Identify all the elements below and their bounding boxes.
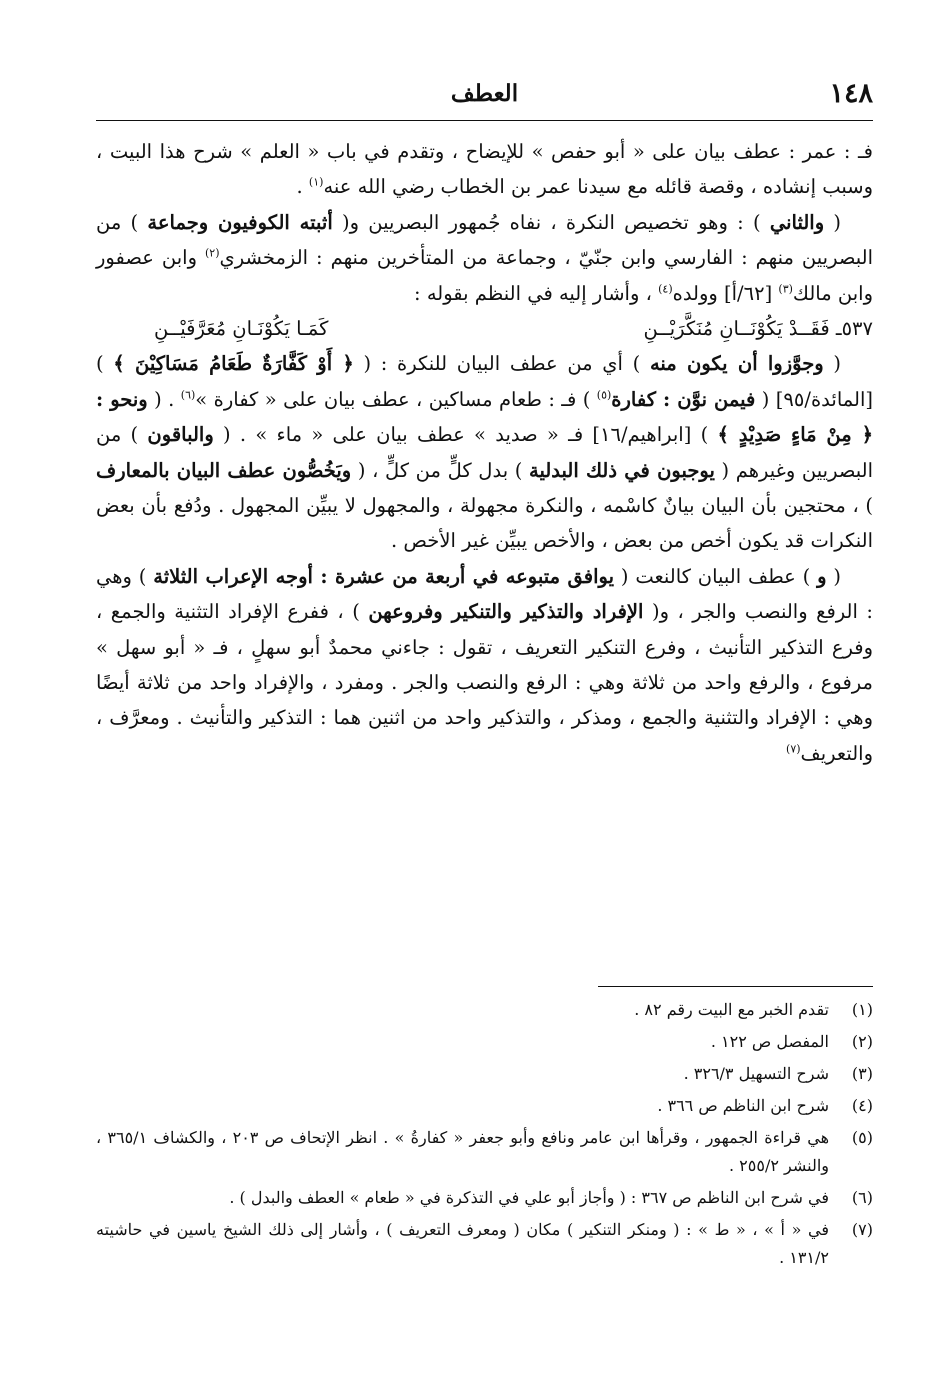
text-run: وابن عصفور وابن مالك bbox=[96, 246, 873, 305]
quran-quote: ﴿ أَوْ كَفَّارَةٌ طَعَامُ مَسَاكِيْنَ ﴾ bbox=[113, 352, 354, 376]
footnote-number: (٦) bbox=[851, 1188, 873, 1207]
bold-term: فيمن نوَّن : كفارة bbox=[611, 387, 756, 411]
footnote-text: هي قراءة الجمهور ، وقرأها ابن عامر ونافع وأبو جعفر « كفارةُ » . انظر الإتحاف ص ٢٠٣ ، والكشاف ٣٦٥/١ ، والنشر ٢٥٥/٢ . bbox=[96, 1128, 830, 1175]
footnote-number: (٥) bbox=[851, 1128, 873, 1147]
footnote-text: في « أ » ، « ط » : ( ومنكر التنكير ) مكان ( ومعرف التعريف ) ، وأشار إلى ذلك الشيخ ياسين في حاشيته ١٣١/٢ . bbox=[96, 1220, 829, 1267]
footnote-text: في شرح ابن الناظم ص ٣٦٧ : ( وأجاز أبو علي في التذكرة في « طعام » العطف والبدل ) . bbox=[229, 1188, 829, 1207]
footnote-ref: (٣) bbox=[778, 282, 793, 296]
footnote bbox=[96, 1028, 873, 1056]
footnote-text: المفصل ص ١٢٢ . bbox=[710, 1032, 829, 1051]
footnote-number: (٤) bbox=[851, 1096, 873, 1115]
bold-term: والثاني bbox=[769, 210, 825, 234]
text-run: ) ، ففرع الإفراد التثنية والجمع ، وفرع التذكير التأنيث ، وفرع التنكير التعريف ، تقول : جاءني محمدٌ أبو سهلٍ ، فـ « أبو سهل » مرفوع ، والرفع واحد من ثلاثة وهي : الرفع والنصب والجر . ومفرد ، والإفراد واحد من ثلاثة أيضًا وهي : الإفراد والتثنية والجمع ، ومذكر ، والتذكير واحد من اثنين هما : التذكير والتأنيث . ومعرَّف ، والتعريف bbox=[96, 600, 873, 765]
bold-term: يوافق متبوعه في أربعة من عشرة : أوجه الإعراب الثلاثة bbox=[153, 564, 615, 588]
footnotes bbox=[96, 996, 873, 1276]
footnote-rule bbox=[598, 986, 873, 987]
footnote-text: شرح ابن الناظم ص ٣٦٦ . bbox=[657, 1096, 829, 1115]
text-run: . ( bbox=[147, 387, 181, 411]
verse-first-half bbox=[643, 311, 873, 346]
bold-term: أثبته الكوفيون وجماعة bbox=[147, 210, 333, 234]
footnote-ref: (٥) bbox=[596, 388, 612, 402]
text-run: ) عطف البيان كالنعت ( bbox=[614, 564, 818, 588]
footnote-ref: (٤) bbox=[658, 282, 673, 296]
text-run: ) من البصريين منهم : الفارسي وابن جنّيّ ، وجماعة من المتأخرين منهم : الزمخشري bbox=[96, 210, 873, 270]
footnote-number: (٢) bbox=[851, 1032, 873, 1051]
text-run: ) فـ : طعام مساكين ، عطف بيان على « كفارة » bbox=[195, 387, 597, 411]
footnote bbox=[96, 996, 873, 1024]
footnote bbox=[96, 1124, 873, 1180]
footnote-ref: (٧) bbox=[786, 742, 801, 756]
footnote-text: شرح التسهيل ٣٢٦/٣ . bbox=[683, 1064, 829, 1083]
header-rule bbox=[96, 120, 873, 121]
text-run: ) : وهو تخصيص النكرة ، نفاه جُمهور البصريين و( bbox=[332, 210, 770, 234]
footnote-number: (٧) bbox=[851, 1220, 873, 1239]
text-run: ( bbox=[824, 210, 841, 234]
footnote-ref: (١) bbox=[308, 175, 324, 189]
text-run: ) بدل كلٍّ من كلٍّ ، ( bbox=[351, 458, 529, 482]
text-run: فـ : عمر : عطف بيان على « أبو حفص » للإيضاح ، وتقدم في باب « العلم » شرح هذا bbox=[159, 140, 873, 163]
footnote-ref: (٦) bbox=[180, 388, 196, 402]
text-run: البيت ، وسبب إنشاده ، وقصة قائله مع سيدنا عمر بن الخطاب رضي الله عنه bbox=[96, 140, 873, 199]
paragraph-4 bbox=[96, 559, 873, 771]
paragraph-3 bbox=[96, 346, 873, 558]
page-number: ١٤٨ bbox=[829, 78, 873, 109]
text-run: ) [المائدة/٩٥] ( bbox=[96, 352, 874, 411]
bold-term: و bbox=[817, 564, 827, 588]
footnote-text: تقدم الخبر مع البيت رقم ٨٢ . bbox=[634, 1000, 829, 1019]
text-run: ( bbox=[823, 352, 841, 376]
page-header bbox=[96, 78, 873, 118]
footnote-number: (١) bbox=[851, 1000, 873, 1019]
main-text bbox=[96, 134, 873, 771]
footnote-number: (٣) bbox=[851, 1064, 873, 1083]
hemistich: فَقَــدْ يَكُوْنَــانِ مُنَكَّرَيْــنِ bbox=[643, 317, 830, 341]
text-run: ، وأشار إليه في النظم بقوله : bbox=[414, 281, 659, 305]
footnote bbox=[96, 1184, 873, 1212]
bold-term: ويَخُصُّون عطف البيان بالمعارف bbox=[96, 458, 352, 482]
running-title: العطف bbox=[450, 80, 519, 107]
text-run: ) أي من عطف البيان للنكرة : ( bbox=[353, 352, 650, 376]
bold-term: والباقون bbox=[147, 423, 214, 447]
footnote bbox=[96, 1092, 873, 1120]
verse-line bbox=[96, 311, 873, 346]
text-run: ) وهي : الرفع والنصب والجر ، و( bbox=[96, 564, 873, 624]
footnote bbox=[96, 1216, 873, 1272]
hemistich: كَمَـا يَكُوْنَـانِ مُعَرَّفَيْــنِ bbox=[154, 317, 329, 341]
bold-term: وجوَّزوا أن يكون منه bbox=[649, 352, 824, 376]
bold-term: الإفراد والتذكير والتنكير وفروعهن bbox=[368, 600, 644, 624]
footnote-ref: (٢) bbox=[204, 246, 220, 260]
paragraph-1 bbox=[96, 134, 873, 205]
text-run: [٦٢/أ] وولده bbox=[672, 281, 779, 305]
text-run: ) ، محتجين بأن البيان بيانٌ كاسْمه ، والنكرة مجهولة ، والمجهول لا يبيِّن المجهول . ودُفع بأن بعض النكرات قد يكون أخص من بعض ، والأخص يبيِّن غير الأخص . bbox=[96, 494, 873, 553]
text-run: ( bbox=[826, 564, 841, 588]
text-run: ) من البصريين وغيرهم ( bbox=[96, 423, 874, 482]
bold-term: يوجبون في ذلك البدلية bbox=[529, 458, 715, 482]
text-run: . bbox=[296, 175, 309, 199]
quran-quote: ونحو : ﴿ مِنْ مَاءٍ صَدِيْدٍ ﴾ bbox=[96, 387, 873, 447]
verse-number: ٥٣٧ـ bbox=[835, 317, 873, 341]
paragraph-2 bbox=[96, 205, 873, 311]
text-run: ) [ابراهيم/١٦] فـ « صديد » عطف بيان على « ماء » . ( bbox=[213, 423, 718, 447]
footnote bbox=[96, 1060, 873, 1088]
